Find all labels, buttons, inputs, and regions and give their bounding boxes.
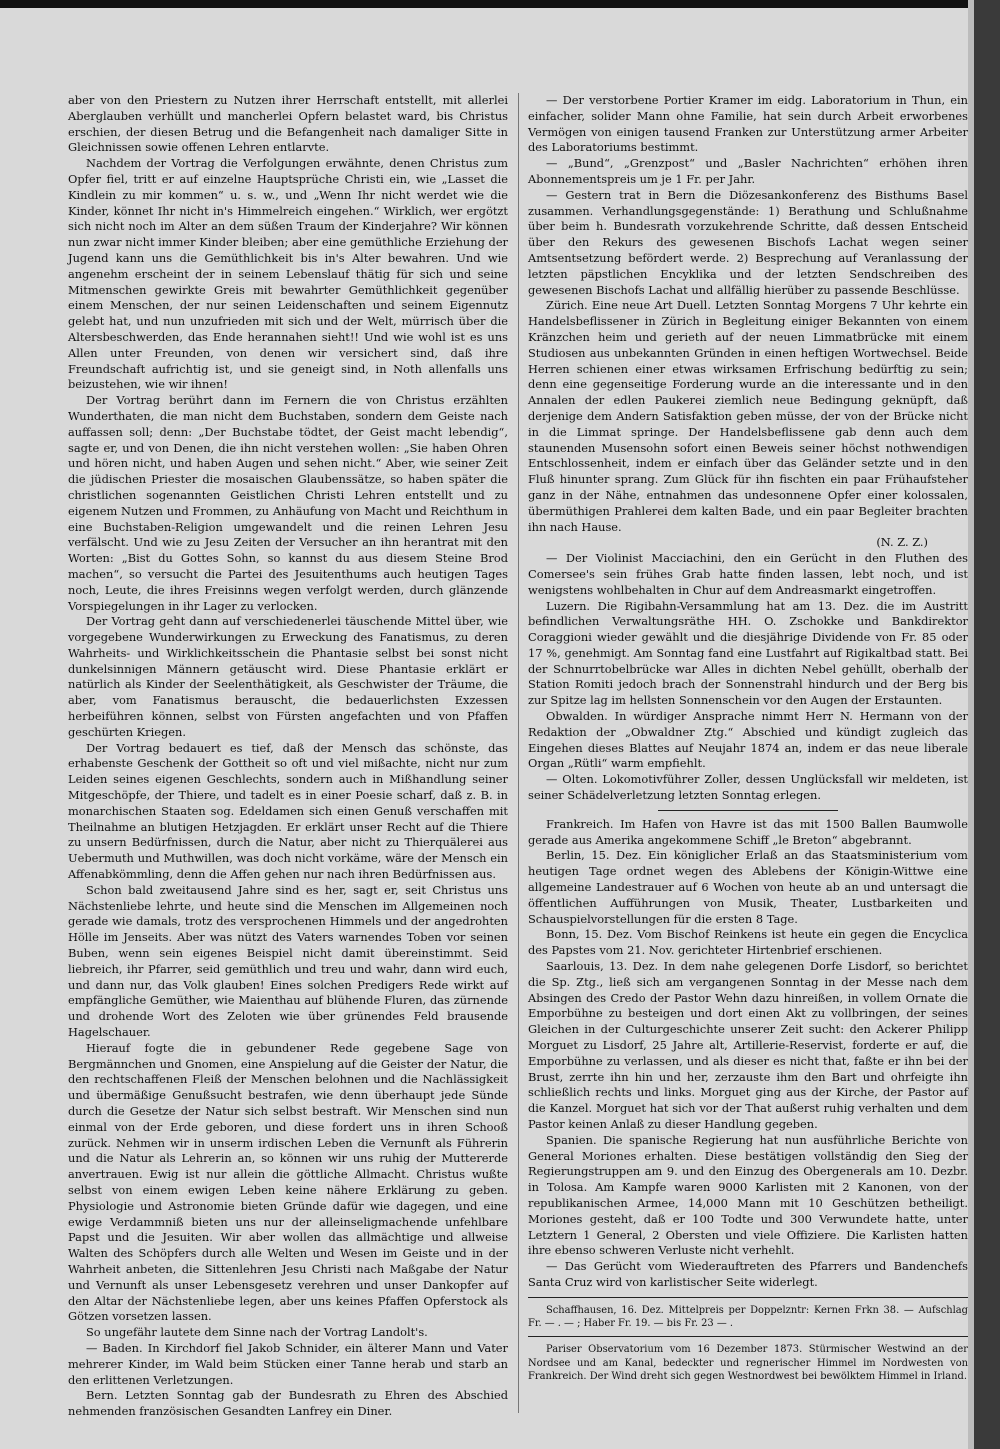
news-item-luzern: Luzern. Die Rigibahn-Versammlung hat am 13. Dez. die im Austritt befindlichen Verwaltungsräthe HH. O. Zschokke und Bankdirektor Coraggioni wieder gewählt und die diesjährige Dividende von Fr. 85 oder 17 %, genehmigt. Am Sonntag fand eine Lustfahrt auf Rigikaltbad statt. Bei der Schnurrtobelbrücke war Alles in dichten Nebel gehüllt, oberhalb der Station Romiti jedoch brach der Sonnenstrahl hindurch und der Berg bis zur Spitze lag im hellsten Sonnenschein vor den Augen der Erstaunten.: [528, 598, 968, 708]
scan-top-edge: [0, 0, 1000, 8]
market-divider: [528, 1297, 968, 1298]
news-item-frankreich: Frankreich. Im Hafen von Havre ist das mit 1500 Ballen Baumwolle gerade aus Amerika angekommene Schiff „le Breton“ abgebrannt.: [528, 816, 968, 847]
article-paragraph: Der Vortrag geht dann auf verschiedenerlei täuschende Mittel über, wie vorgegebene Wunderwirkungen zu Erweckung des Fanatismus, zu deren Wahrheits- und Wirklichkeitsschein die Phantasie selbst bei sonst nicht dunkelsinnigen Männern getäuscht wird. Diese Phantasie erklärt er natürlich als Kinder der Seelenthätigkeit, als Geschwister der Träume, die aber, vom Fanatismus berauscht, die bedauerlichsten Exzessen herbeiführen können, selbst von Fürsten angefachten und von Pfaffen geschürten Kriegen.: [68, 614, 508, 739]
news-item-bonn: Bonn, 15. Dez. Vom Bischof Reinkens ist heute ein gegen die Encyclica des Papstes vom 21. Nov. gerichteter Hirtenbrief erschienen.: [528, 927, 968, 958]
news-item-obwalden: Obwalden. In würdiger Ansprache nimmt Herr N. Hermann von der Redaktion der „Obwaldner Ztg.“ Abschied und kündigt zugleich das Eingehen dieses Blattes auf Neujahr 1874 an, indem er das neue liberale Organ „Rütli“ warm empfiehlt.: [528, 709, 968, 771]
news-item: — Der Violinist Macciachini, den ein Gerücht in den Fluthen des Comersee's sein frühes Grab hatte finden lassen, lebt noch, und ist wenigstens wohlbehalten in Chur auf dem Andreasmarkt eingetroffen.: [528, 551, 968, 597]
article-paragraph: Der Vortrag bedauert es tief, daß der Mensch das schönste, das erhabenste Geschenk der Gottheit so oft und viel mißachte, nicht nur zum Leiden seines eigenen Geschlechts, sondern auch in Mißhandlung seiner Mitgeschöpfe, der Thiere, und tadelt es in einer Poesie scharf, daß z. B. in monarchischen Staaten sog. Edeldamen sich einen Genuß verschaffen mit Theilnahme an blutigen Hetzjagden. Er erklärt unser Recht auf die Thiere zu unsern Bedürfnissen, durch die Natur, aber nicht zu Thierquälerei aus Uebermuth und Muthwillen, was doch nicht vorkäme, wäre der Mensch ein Affenabkömmling, denn die Affen gehen nur nach ihren Bedürfnissen aus.: [68, 740, 508, 882]
news-item-zurich: Zürich. Eine neue Art Duell. Letzten Sonntag Morgens 7 Uhr kehrte ein Handelsbeflissener in Zürich in Begleitung einiger Bekannten von einem Kränzchen heim und gerieth auf der neuen Limmatbrücke mit einem Studiosen aus unbekannten Gründen in einen heftigen Wortwechsel. Beide Herren schienen einer etwas wirksamen Erfrischung bedürftig zu sein; denn eine gegenseitige Forderung wurde an die interessante und in den Annalen der edlen Paukerei ziemlich neue Bedingung geknüpft, daß derjenige dem Andern Satisfaktion geben müsse, der von der Brücke nicht in die Limmat springe. Der Handelsbeflissene gab denn auch dem staunenden Musensohn sofort einen Beweis seiner höchst nothwendigen Entschlossenheit, indem er einfach über das Geländer setzte und in den Fluß hinunter sprang. Zum Glück für ihn fischten ein paar Frühaufsteher ganz in der Nähe, entnahmen das undesonnene Opfer einer kolossalen, übermüthigen Prahlerei dem kalten Bade, und ein paar Begleiter brachten ihn nach Hause.: [528, 298, 968, 534]
weather-divider: [528, 1336, 968, 1337]
news-item-spanien: Spanien. Die spanische Regierung hat nun ausführliche Berichte von General Moriones erhalten. Diese bestätigen vollständig den Sieg der Regierungstruppen am 9. und den Einzug des Obergenerals am 10. Dezbr. in Tolosa. Am Kampfe waren 9000 Karlisten mit 2 Kanonen, von der republikanischen Armee, 14,000 Mann mit 10 Geschützen betheiligt. Moriones gesteht, daß er 100 Todte und 300 Verwundete hatte, unter Letztern 1 General, 2 Obersten und viele Offiziere. Die Karlisten hatten ihre ebenso schweren Verluste nicht verhehlt.: [528, 1132, 968, 1258]
article-paragraph: Schon bald zweitausend Jahre sind es her, sagt er, seit Christus uns Nächstenliebe lehrte, und heute sind die Menschen im Allgemeinen noch gerade wie damals, trotz des versprochenen Himmels und der angedrohten Hölle im Jenseits. Aber was nützt des Vaters warnendes Toben vor seinen Buben, wenn sein eigenes Beispiel nicht damit übereinstimmt. Seid liebreich, ihr Pfarrer, seid gemüthlich und treu und wahr, dann wird euch, und dann nur, das Volk glauben! Eines solchen Predigers Rede wirkt auf empfängliche Gemüther, wie Maienthau auf blühende Fluren, das zürnende und drohende Wort des Zeloten wie über grünendes Feld brausende Hagelschauer.: [68, 882, 508, 1040]
article-paragraph: So ungefähr lautete dem Sinne nach der Vortrag Landolt's.: [86, 1325, 428, 1340]
news-item: — Gestern trat in Bern die Diözesankonferenz des Bisthums Basel zusammen. Verhandlungsgegenstände: 1) Berathung und Schlußnahme über beim h. Bundesrath vorzukehrende Schritte, daß dessen Entscheid über den Rekurs des gewesenen Bischofs Lachat wegen seiner Amtsentsetzung befördert werde. 2) Besprechung auf Veranlassung der letzten päpstlichen Encyklika und der letzten Sendschreiben des gewesenen Bischofs Lachat und allfällig hierüber zu passende Beschlüsse.: [528, 187, 968, 297]
news-item: — „Bund“, „Grenzpost“ und „Basler Nachrichten“ erhöhen ihren Abonnementspreis um je 1 Fr. per Jahr.: [528, 156, 968, 186]
weather-report: Pariser Observatorium vom 16 Dezember 1873. Stürmischer Westwind an der Nordsee und am Kanal, bedeckter und regnerischer Himmel im Nordwesten von Frankreich. Der Wind dreht sich gegen Westnordwest bei bewölktem Himmel in Irland.: [528, 1344, 968, 1382]
source-signature: (N. Z. Z.): [876, 535, 928, 550]
column-divider: [518, 93, 519, 1413]
market-report: Schaffhausen, 16. Dez. Mittelpreis per Doppelzntr: Kernen Frkn 38. — Aufschlag Fr. — . — ; Haber Fr. 19. — bis Fr. 23 — .: [528, 1304, 968, 1330]
scan-right-edge: [974, 0, 1000, 1449]
article-paragraph: Der Vortrag berührt dann im Fernern die von Christus erzählten Wunderthaten, die man nicht dem Buchstaben, sondern dem Geiste nach auffassen soll; denn: „Der Buchstabe tödtet, der Geist macht lebendig“, sagte er, und von Denen, die ihn nicht verstehen wollen: „Sie haben Ohren und hören nicht, und haben Augen und sehen nicht.“ Aber, wie seiner Zeit die jüdischen Priester die mosaischen Glaubenssätze, so haben später die christlichen sogenannten Geistlichen Christi Lehren entstellt und zu eigenem Nutzen und Frommen, zu Anhäufung von Macht und Reichthum in eine Buchstaben-Religion umgewandelt und die reinen Lehren Jesu verfälscht. Und wie zu Jesu Zeiten der Versucher an ihn herantrat mit den Worten: „Bist du Gottes Sohn, so kannst du aus diesem Steine Brod machen“, so versucht die Partei des Jesuitenthums auch heutigen Tages noch, Leute, die ihres Freisinns wegen verfolgt werden, durch glänzende Vorspiegelungen in ihr Lager zu verlocken.: [68, 393, 508, 613]
article-paragraph: Nachdem der Vortrag die Verfolgungen erwähnte, denen Christus zum Opfer fiel, tritt er auf einzelne Hauptsprüche Christi ein, wie „Lasset die Kindlein zu mir kommen“ u. s. w., und „Wenn Ihr nicht werdet wie die Kinder, könnet Ihr nicht in's Himmelreich eingehen.“ Wirklich, wer ergötzt sich nicht noch im Alter an dem süßen Traum der Kinderjahre? Wir können nun zwar nicht immer Kinder bleiben; aber eine gemüthliche Erziehung der Jugend kann uns die Gemüthlichkeit bis in's Alter bewahren. Und wie angenehm erscheint der in seinem Lebenslauf thätig für sich und seine Mitmenschen gewirkte Greis mit bewahrter Gemüthlichkeit gegenüber einem Menschen, der nur seinen Leidenschaften und seinem Eigennutz gelebt hat, und nun unzufrieden mit sich und der Welt, mürrisch über die Altersbeschwerden, das Ende herannahen sieht!! Und wie wohl ist es uns Allen unter Freunden, von denen wir versichert sind, daß ihre Freundschaft aufrichtig ist, und sie geneigt sind, in Noth allenfalls uns beizustehen, wie wir ihnen!: [68, 156, 508, 392]
news-item-bern: Bern. Letzten Sonntag gab der Bundesrath zu Ehren des Abschied nehmenden französischen Gesandten Lanfrey ein Diner.: [68, 1388, 508, 1419]
news-item-baden: — Baden. In Kirchdorf fiel Jakob Schnider, ein älterer Mann und Vater mehrerer Kinder, im Wald beim Stücken einer Tanne herab und starb an den erlittenen Verletzungen.: [68, 1340, 508, 1387]
right-column: [528, 93, 968, 1383]
left-column: [68, 93, 508, 1420]
news-item-olten: — Olten. Lokomotivführer Zoller, dessen Unglücksfall wir meldeten, ist seiner Schädelverletzung letzten Sonntag erlegen.: [528, 772, 968, 803]
section-divider: [658, 810, 838, 811]
news-item: — Das Gerücht vom Wiederauftreten des Pfarrers und Bandenchefs Santa Cruz wird von karlistischer Seite widerlegt.: [528, 1259, 968, 1289]
news-item-saarlouis: Saarlouis, 13. Dez. In dem nahe gelegenen Dorfe Lisdorf, so berichtet die Sp. Ztg., ließ sich am vergangenen Sonntag in der Messe nach dem Absingen des Credo der Pastor Wehn dazu hinreißen, in vollem Ornate die Emporbühne zu besteigen und dort einen Akt zu vollbringen, der seines Gleichen in der Culturgeschichte unserer Zeit sucht: den Ackerer Philipp Morguet zu Lisdorf, 25 Jahre alt, Artillerie-Reservist, forderte er auf, die Emporbühne zu verlassen, und als dieser es nicht that, faßte er ihn bei der Brust, zerrte ihn hin und her, zerzauste ihm den Bart und ohrfeigte ihn schließlich rechts und links. Morguet ging aus der Kirche, der Pastor auf die Kanzel. Morguet hat sich vor der That außerst ruhig verhalten und dem Pastor keinen Anlaß zu dieser Handlung gegeben.: [528, 959, 968, 1131]
article-paragraph: Hierauf fogte die in gebundener Rede gegebene Sage von Bergmännchen und Gnomen, eine Anspielung auf die Geister der Natur, die den rechtschaffenen Fleiß der Menschen belohnen und die Nachlässigkeit und übermäßige Genußsucht bestrafen, wie denn überhaupt jede Sünde durch die Gesetze der Natur sich selbst bestraft. Wir Menschen sind nun einmal von der Erde geboren, und diese fordert uns in ihren Schooß zurück. Nehmen wir in unserm irdischen Leben die Vernunft als Führerin und die Natur als Lehrerin an, so können wir uns ruhig der Muttererde anvertrauen. Ewig ist nur allein die göttliche Allmacht. Christus wußte selbst von einem ewigen Leben keine nähere Erklärung zu geben. Physiologie und Astronomie bieten Gründe dafür wie dagegen, und eine ewige Verdammniß bieten uns nur der alleinseligmachende unfehlbare Papst und die Jesuiten. Wir aber wollen das allmächtige und allweise Walten des Schöpfers durch alle Welten und Wesen im Geiste und in der Wahrheit anbeten, die Sittenlehren Jesu Christi nach Maßgabe der Natur und Vernunft als unser Lebensgesetz verehren und unser Dankopfer auf den Altar der Nächstenliebe legen, aber uns keines Pfaffen Opferstock als Götzen vorsetzen lassen.: [68, 1040, 508, 1324]
news-item-berlin: Berlin, 15. Dez. Ein königlicher Erlaß an das Staatsministerium vom heutigen Tage ordnet wegen des Ablebens der Königin-Wittwe eine allgemeine Landestrauer auf 6 Wochen von heute ab an und untersagt die öffentlichen Aufführungen von Musik, Theater, Lustbarkeiten und Schauspielvorstellungen für die ersten 8 Tage.: [528, 848, 968, 926]
news-item: — Der verstorbene Portier Kramer im eidg. Laboratorium in Thun, ein einfacher, solider Mann ohne Familie, hat sein durch Arbeit erworbenes Vermögen von einigen tausend Franken zur Unterstützung armer Arbeiter des Laboratoriums bestimmt.: [528, 93, 968, 155]
article-paragraph: aber von den Priestern zu Nutzen ihrer Herrschaft entstellt, mit allerlei Aberglauben verhüllt und mancherlei Opfern belastet ward, bis Christus erschien, der diesen Betrug und die Befangenheit nach damaliger Sitte in Gleichnissen sowie offenen Lehren entlarvte.: [68, 93, 508, 155]
